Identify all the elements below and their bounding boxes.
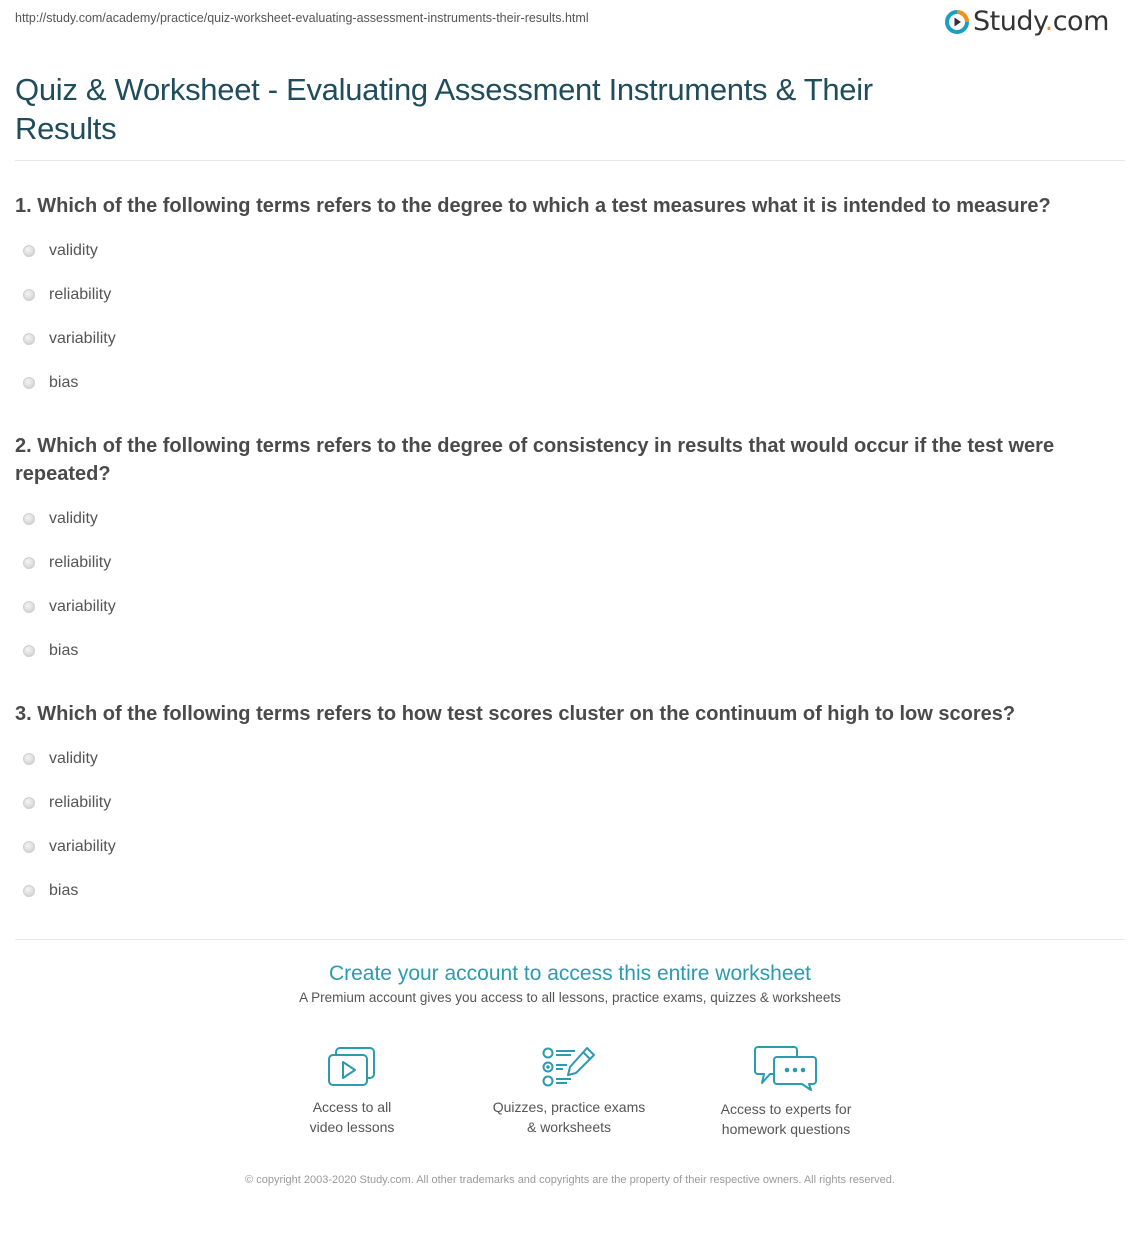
option-label: bias [49, 882, 79, 899]
answer-option[interactable] [15, 786, 1115, 830]
radio-button[interactable] [23, 601, 35, 613]
cta-divider [15, 939, 1125, 940]
answer-option[interactable] [15, 366, 1115, 410]
answer-option[interactable] [15, 502, 1115, 546]
quiz-checklist-icon [541, 1045, 597, 1089]
page-url: http://study.com/academy/practice/quiz-worksheet-evaluating-assessment-instruments-their-results.html [15, 11, 589, 25]
answer-option[interactable] [15, 234, 1115, 278]
option-label: bias [49, 642, 79, 659]
cta-title-link[interactable]: Create your account to access this entire worksheet [328, 962, 812, 985]
answer-options [15, 742, 1115, 918]
radio-button[interactable] [23, 289, 35, 301]
option-label: variability [49, 598, 116, 615]
cta-subtitle: A Premium account gives you access to all lessons, practice exams, quizzes & worksheets [299, 990, 841, 1005]
title-divider [15, 160, 1125, 161]
answer-option[interactable] [15, 590, 1115, 634]
radio-button[interactable] [23, 245, 35, 257]
radio-button[interactable] [23, 645, 35, 657]
option-label: reliability [49, 554, 112, 571]
option-label: bias [49, 374, 79, 391]
option-label: validity [49, 510, 98, 527]
play-circle-logo-icon [944, 9, 970, 35]
answer-option[interactable] [15, 874, 1115, 918]
question-1 [15, 192, 1115, 410]
radio-button[interactable] [23, 333, 35, 345]
radio-button[interactable] [23, 513, 35, 525]
radio-button[interactable] [23, 797, 35, 809]
chat-bubbles-icon [754, 1045, 818, 1091]
question-3 [15, 700, 1115, 918]
option-label: variability [49, 838, 116, 855]
answer-option[interactable] [15, 742, 1115, 786]
feature-video-lessons [252, 1045, 452, 1137]
option-label: variability [49, 330, 116, 347]
study-logo[interactable] [944, 6, 1109, 37]
feature-list [0, 1045, 1140, 1155]
radio-button[interactable] [23, 885, 35, 897]
feature-label: Quizzes, practice exams & worksheets [492, 1099, 646, 1135]
answer-option[interactable] [15, 322, 1115, 366]
copyright-notice: © copyright 2003-2020 Study.com. All other trademarks and copyrights are the property of their respective owners. All rights reserved. [245, 1174, 895, 1186]
question-text: 2. Which of the following terms refers to the degree of consistency in results that would occur if the test were repeated? [15, 435, 1055, 485]
radio-button[interactable] [23, 841, 35, 853]
option-label: reliability [49, 286, 112, 303]
option-label: reliability [49, 794, 112, 811]
option-label: validity [49, 242, 98, 259]
feature-experts [686, 1045, 886, 1139]
question-text: 1. Which of the following terms refers to the degree to which a test measures what it is intended to measure? [15, 195, 1051, 217]
answer-option[interactable] [15, 830, 1115, 874]
video-lessons-icon [326, 1045, 378, 1089]
feature-label: Access to all video lessons [309, 1099, 395, 1135]
answer-options [15, 234, 1115, 410]
logo-wordmark: Study.com [973, 6, 1109, 37]
radio-button[interactable] [23, 557, 35, 569]
answer-option[interactable] [15, 278, 1115, 322]
question-2 [15, 432, 1115, 678]
radio-button[interactable] [23, 753, 35, 765]
radio-button[interactable] [23, 377, 35, 389]
answer-options [15, 502, 1115, 678]
feature-quizzes [469, 1045, 669, 1137]
answer-option[interactable] [15, 546, 1115, 590]
question-text: 3. Which of the following terms refers to how test scores cluster on the continuum of high to low scores? [15, 703, 1016, 725]
page-title: Quiz & Worksheet - Evaluating Assessment Instruments & Their Results [15, 72, 873, 146]
feature-label: Access to experts for homework questions [720, 1101, 852, 1137]
answer-option[interactable] [15, 634, 1115, 678]
signup-cta [0, 962, 1140, 1005]
option-label: validity [49, 750, 98, 767]
